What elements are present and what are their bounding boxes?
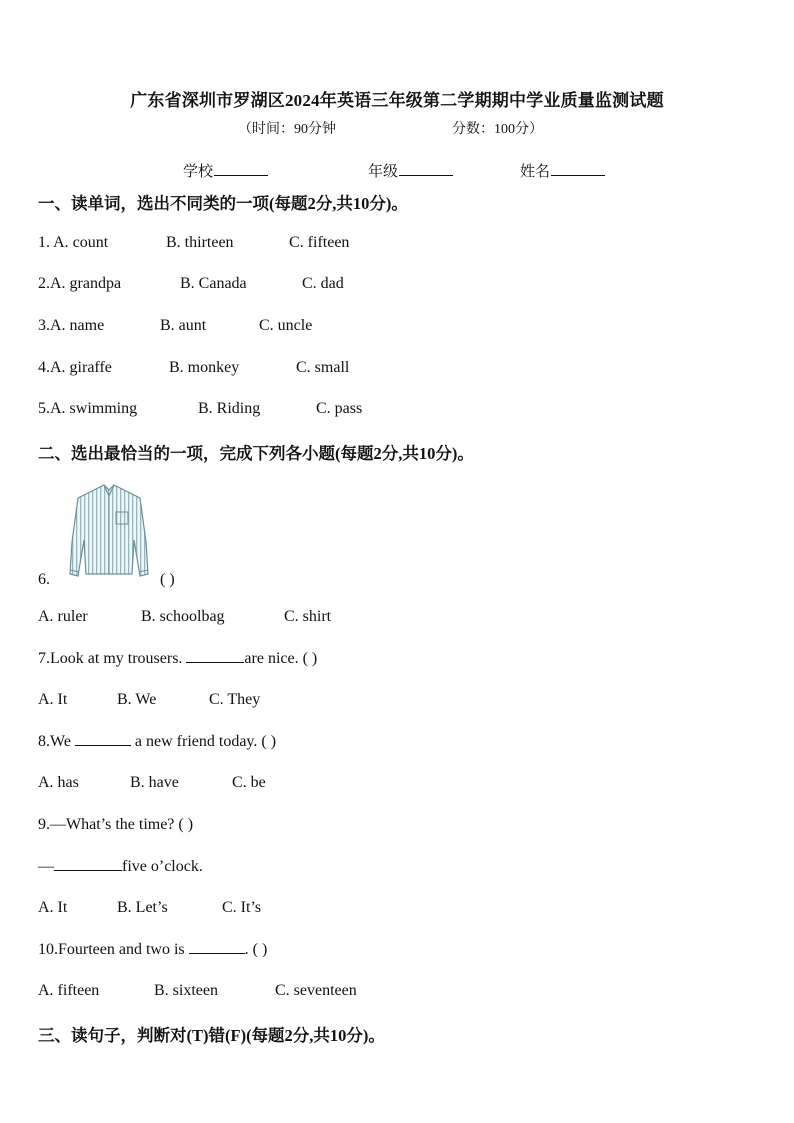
q9-option-c[interactable]: C. It’s [222, 899, 262, 916]
question-6-number: 6. [38, 571, 50, 588]
q6-option-a[interactable]: A. ruler [38, 608, 88, 625]
question-9-line2 [38, 858, 203, 876]
q9-dash: — [38, 858, 54, 875]
name-label: 姓名 [520, 164, 551, 180]
q7-text-after: are nice. ( ) [244, 650, 318, 667]
question-4 [38, 359, 112, 377]
school-field [183, 160, 268, 181]
q2-option-b[interactable]: B. Canada [180, 275, 247, 292]
q10-option-a[interactable]: A. fifteen [38, 982, 100, 999]
q10-option-b[interactable]: B. sixteen [154, 982, 218, 999]
q1-option-b[interactable]: B. thirteen [166, 234, 234, 251]
q7-option-c[interactable]: C. They [209, 691, 261, 708]
school-label: 学校 [183, 164, 214, 180]
q6-option-b[interactable]: B. schoolbag [141, 608, 225, 625]
q5-option-b[interactable]: B. Riding [198, 400, 261, 417]
q5-option-a[interactable]: 5.A. swimming [38, 400, 138, 417]
q9-option-a[interactable]: A. It [38, 899, 68, 916]
section1-heading: 一、读单词，选出不同类的一项(每题2分,共10分)。 [38, 194, 408, 213]
question-3 [38, 317, 104, 335]
time-limit: （时间：90分钟 [238, 122, 336, 137]
question-1 [38, 234, 108, 252]
q7-option-a[interactable]: A. It [38, 691, 68, 708]
q10-blank[interactable] [189, 941, 245, 954]
q7-option-b[interactable]: B. We [117, 691, 157, 708]
q4-option-c[interactable]: C. small [296, 359, 350, 376]
question-9-line1: 9.—What’s the time? ( ) [38, 816, 194, 833]
exam-title: 广东省深圳市罗湖区2024年英语三年级第二学期期中学业质量监测试题 [130, 91, 664, 110]
q2-option-c[interactable]: C. dad [302, 275, 344, 292]
q8-blank[interactable] [75, 733, 131, 746]
q5-option-c[interactable]: C. pass [316, 400, 363, 417]
section3-heading: 三、读句子，判断对(T)错(F)(每题2分,共10分)。 [38, 1026, 385, 1045]
name-blank[interactable] [551, 161, 605, 176]
q10-option-c[interactable]: C. seventeen [275, 982, 357, 999]
q7-blank[interactable] [186, 650, 244, 663]
q1-option-c[interactable]: C. fifteen [289, 234, 350, 251]
shirt-image [64, 482, 154, 582]
q3-option-b[interactable]: B. aunt [160, 317, 207, 334]
q8-text-after: a new friend today. ( ) [134, 733, 277, 750]
q9-option-b[interactable]: B. Let’s [117, 899, 168, 916]
q4-option-b[interactable]: B. monkey [169, 359, 240, 376]
q4-option-a[interactable]: 4.A. giraffe [38, 359, 112, 376]
grade-blank[interactable] [399, 161, 453, 176]
section2-heading: 二、选出最恰当的一项，完成下列各小题(每题2分,共10分)。 [38, 444, 474, 463]
grade-label: 年级 [368, 164, 399, 180]
question-8 [38, 733, 276, 751]
q3-option-c[interactable]: C. uncle [259, 317, 313, 334]
q6-answer-paren[interactable]: ( ) [160, 571, 175, 588]
question-5 [38, 400, 137, 418]
q8-text-before: 8.We [38, 733, 71, 750]
q6-option-c[interactable]: C. shirt [284, 608, 332, 625]
question-2 [38, 275, 121, 293]
q1-option-a[interactable]: 1. A. count [38, 234, 109, 251]
q9-blank[interactable] [54, 858, 122, 871]
school-blank[interactable] [214, 161, 268, 176]
name-field [520, 160, 605, 181]
q10-text-before: 10.Fourteen and two is [38, 941, 185, 958]
q9-text-after: five o’clock. [122, 858, 203, 875]
total-score: 分数：100分） [452, 122, 543, 137]
question-7 [38, 650, 317, 668]
q3-option-a[interactable]: 3.A. name [38, 317, 105, 334]
q7-text-before: 7.Look at my trousers. [38, 650, 183, 667]
q10-text-after: . ( ) [244, 941, 268, 958]
q2-option-a[interactable]: 2.A. grandpa [38, 275, 122, 292]
q8-option-a[interactable]: A. has [38, 774, 79, 791]
q8-option-c[interactable]: C. be [232, 774, 266, 791]
grade-field [368, 160, 453, 181]
question-10 [38, 941, 267, 959]
q8-option-b[interactable]: B. have [130, 774, 179, 791]
